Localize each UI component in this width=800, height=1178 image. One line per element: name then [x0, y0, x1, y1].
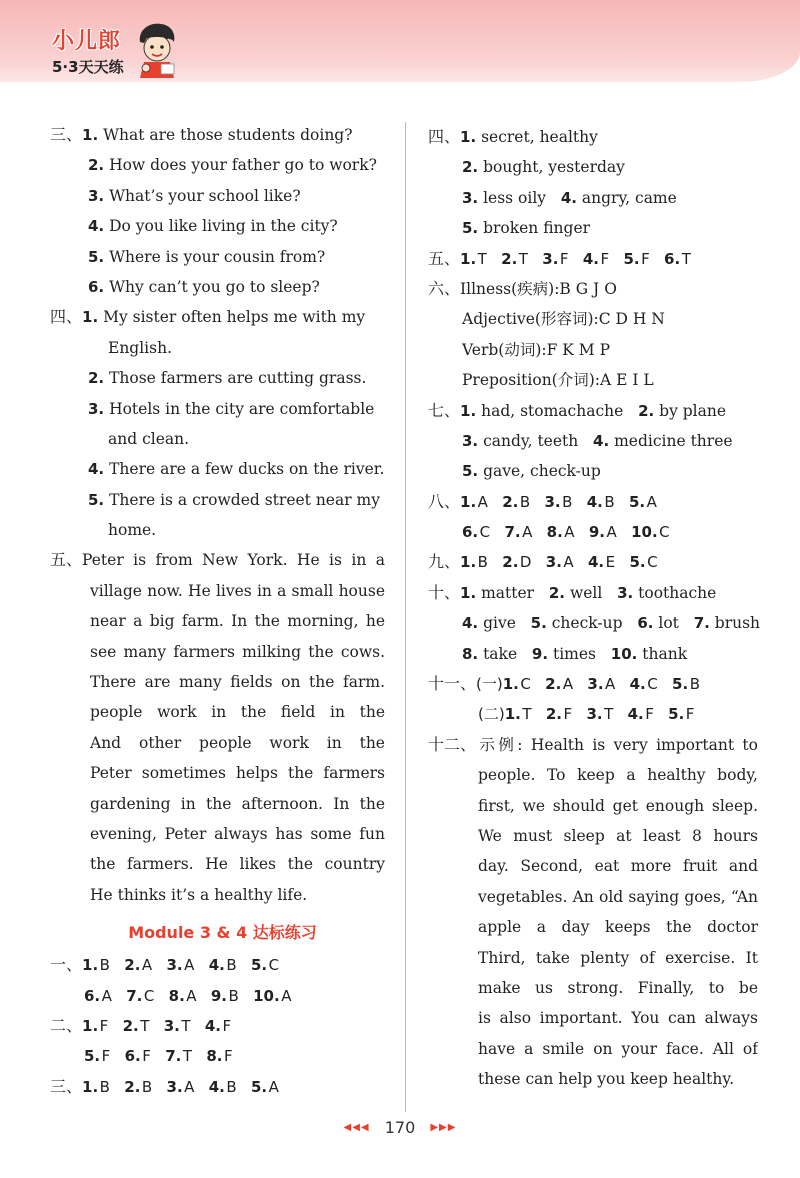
answer-row: 十、1. matter 2. well 3. toothache	[428, 578, 758, 608]
list-item: 3. Hotels in the city are comfortable	[88, 399, 375, 418]
list-item-cont: English.	[108, 338, 172, 357]
list-item: Preposition(介词):A E I L	[462, 371, 654, 390]
section-label: 九、	[428, 552, 461, 572]
list-item: 4. There are a few ducks on the river.	[88, 460, 385, 479]
section-label: 十、	[428, 582, 461, 602]
mascot-icon	[134, 20, 180, 78]
list-item-cont: and clean.	[108, 429, 190, 448]
passage-line: Third, take plenty of exercise. It	[478, 948, 758, 967]
passage-line: 五、Peter is from New York. He is in a	[50, 545, 385, 575]
passage-line: gardening in the afternoon. In the	[90, 794, 385, 813]
right-column	[428, 122, 761, 1095]
section-label: 五、	[428, 248, 461, 268]
passage-line: people work in the field in the	[90, 703, 385, 722]
passage-line: evening, Peter always has some fun	[90, 824, 385, 843]
list-item: Adjective(形容词):C D H N	[462, 310, 665, 329]
section-label: 十二、	[428, 734, 477, 754]
answer-row: 三、1. B 2. B 3. A 4. B 5. A	[50, 1072, 385, 1102]
answer-row: 九、1. B 2. D 3. A 4. E 5. C	[428, 547, 758, 577]
passage-line: We must sleep at least 8 hours	[478, 826, 758, 845]
passage-line: see many farmers milking the cows.	[90, 642, 385, 661]
passage-line: people. To keep a healthy body,	[478, 766, 758, 785]
passage-line: make us strong. Finally, to be	[478, 978, 758, 997]
passage-line: near a big farm. In the morning, he	[90, 612, 385, 631]
list-item: 四、1. secret, healthy	[428, 122, 758, 152]
page-footer	[0, 1117, 800, 1137]
answer-row: 6. A 7. C 8. A 9. B 10. A	[84, 986, 292, 1005]
list-item: 2. Those farmers are cutting grass.	[88, 369, 367, 388]
passage-line: 十二、示例: Health is very important to	[428, 730, 758, 760]
list-item: 2. bought, yesterday	[462, 158, 625, 177]
section-label: 三、	[50, 1076, 83, 1096]
prev-arrows-icon: ◀◀◀	[343, 1122, 370, 1133]
answer-row: 八、1. A 2. B 3. B 4. B 5. A	[428, 487, 758, 517]
section-label: 四、	[50, 307, 83, 327]
section-label: 一、	[50, 955, 83, 975]
list-item: 6. Why can’t you go to sleep?	[88, 277, 320, 296]
answer-row: 一、1. B 2. A 3. A 4. B 5. C	[50, 950, 385, 980]
list-item: 三、1. What are those students doing?	[50, 120, 385, 150]
passage-line: apple a day keeps the doctor	[478, 918, 758, 937]
list-item: 3. less oily 4. angry, came	[462, 188, 677, 207]
list-item: 四、1. My sister often helps me with my	[50, 302, 385, 332]
section-label: 十一、	[428, 674, 477, 694]
answer-row: 5. F 6. F 7. T 8. F	[84, 1047, 233, 1066]
answer-row: 4. give 5. check-up 6. lot 7. brush	[462, 614, 761, 633]
module-title: Module 3 & 4 达标练习	[128, 923, 317, 943]
answer-row: 6. C 7. A 8. A 9. A 10. C	[462, 523, 670, 542]
page-number: 170	[384, 1118, 416, 1137]
brand-logo	[52, 24, 124, 77]
passage-line: these can help you keep healthy.	[478, 1070, 735, 1089]
section-label: 二、	[50, 1015, 83, 1035]
list-item: 3. What’s your school like?	[88, 186, 301, 205]
answer-row: (二)1. T 2. F 3. T 4. F 5. F	[478, 705, 695, 724]
section-label: 七、	[428, 400, 461, 420]
section-label: 八、	[428, 491, 461, 511]
list-item: 4. Do you like living in the city?	[88, 217, 338, 236]
list-item: 5. Where is your cousin from?	[88, 247, 326, 266]
passage-line: He thinks it’s a healthy life.	[90, 885, 308, 904]
list-item: 5. broken finger	[462, 219, 591, 238]
answer-row: 8. take 9. times 10. thank	[462, 644, 688, 663]
passage-line: There are many fields on the farm.	[90, 673, 385, 692]
section-label: 三、	[50, 125, 83, 144]
passage-line: day. Second, eat more fruit and	[478, 857, 758, 876]
passage-line: first, we should get enough sleep.	[478, 796, 758, 815]
passage-line: And other people work in the	[90, 733, 385, 752]
answer-row: 五、1. T 2. T 3. F 4. F 5. F 6. T	[428, 244, 758, 274]
list-item: 5. There is a crowded street near my	[88, 490, 381, 509]
list-item: 5. gave, check-up	[462, 462, 601, 481]
passage-line: village now. He lives in a small house	[90, 581, 385, 600]
left-column	[50, 120, 385, 1102]
list-item: 3. candy, teeth 4. medicine three	[462, 431, 733, 450]
page-header	[0, 0, 800, 82]
passage-line: is also important. You can always	[478, 1009, 758, 1028]
section-label: 四、	[428, 127, 461, 146]
next-arrows-icon: ▶▶▶	[430, 1122, 457, 1133]
list-item-cont: home.	[108, 521, 157, 540]
passage-line: the farmers. He likes the country	[90, 855, 385, 874]
list-item: 六、Illness(疾病):B G J O	[428, 274, 758, 304]
passage-line: Peter sometimes helps the farmers	[90, 764, 385, 783]
passage-line: vegetables. An old saying goes, “An	[478, 887, 758, 906]
list-item: 2. How does your father go to work?	[88, 156, 377, 175]
list-item: 七、1. had, stomachache 2. by plane	[428, 396, 758, 426]
column-divider	[405, 122, 406, 1112]
section-label: 六、	[428, 278, 461, 298]
brand-name: 小儿郎	[52, 29, 122, 54]
series-name: 5·3天天练	[52, 58, 124, 76]
section-label: 五、	[50, 550, 83, 570]
list-item: Verb(动词):F K M P	[462, 340, 611, 359]
answer-row: 十一、(一)1. C 2. A 3. A 4. C 5. B	[428, 669, 758, 699]
answer-row: 二、1. F 2. T 3. T 4. F	[50, 1011, 385, 1041]
passage-line: have a smile on your face. All of	[478, 1039, 758, 1058]
